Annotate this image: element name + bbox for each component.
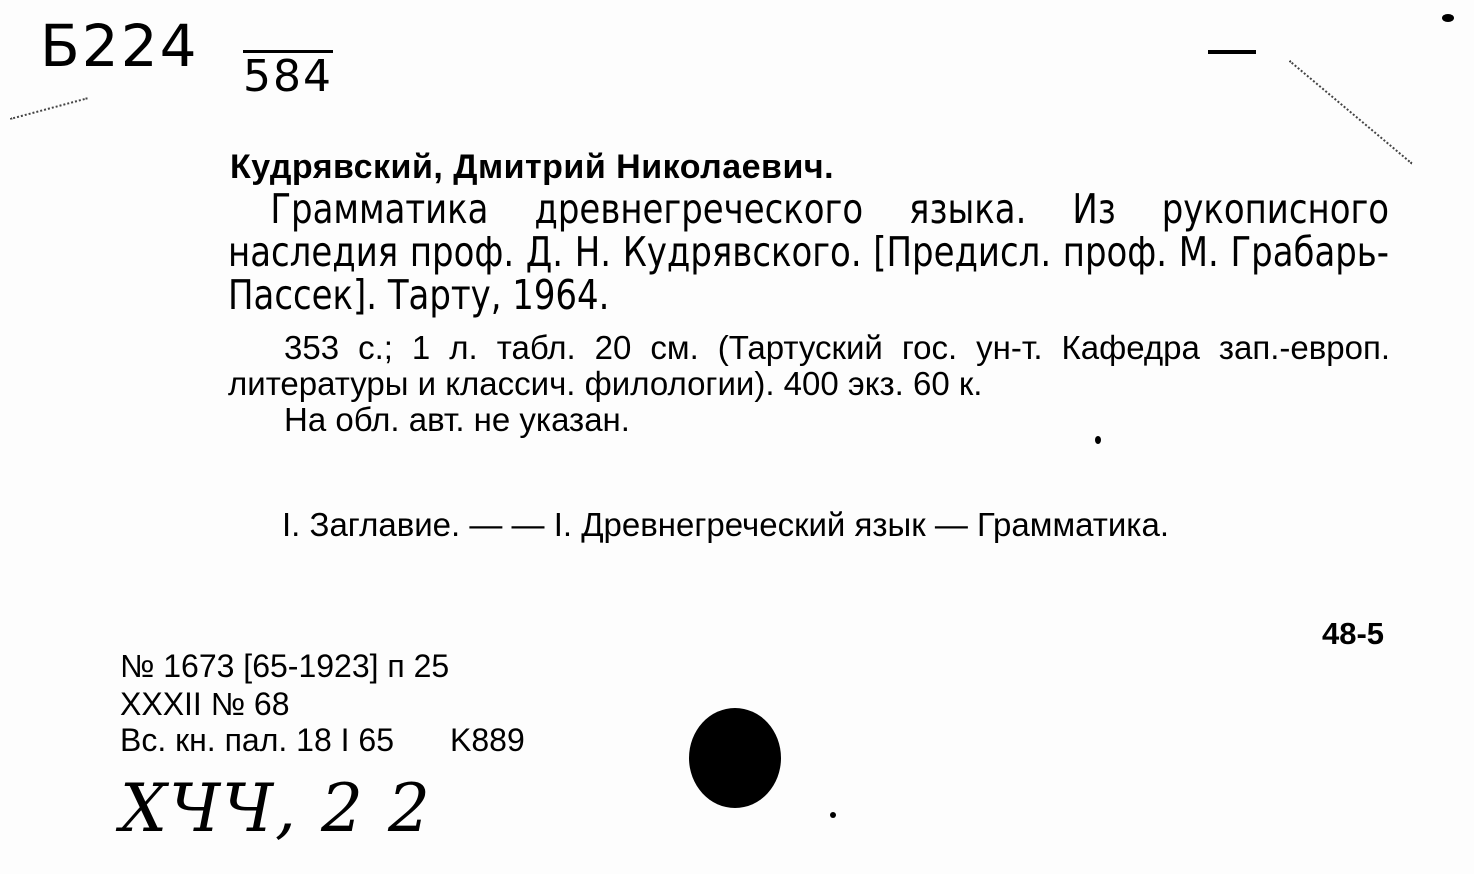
author-heading: Кудрявский, Дмитрий Николаевич.	[230, 148, 835, 186]
subject-headings: I. Заглавие. — — I. Древнегреческий язык — Грамматика.	[282, 506, 1169, 543]
description-block	[228, 330, 1390, 438]
ink-speck	[1442, 14, 1454, 22]
registry-line-1: № 1673 [65-1923] п 25	[120, 648, 450, 684]
punch-hole	[689, 708, 781, 808]
title-block	[228, 185, 1390, 319]
ink-speck	[1095, 436, 1101, 444]
scan-noise-line	[10, 97, 88, 120]
classification-code: 48-5	[1322, 616, 1385, 651]
registry-line-3a: Вс. кн. пал. 18 I 65	[120, 722, 395, 758]
shelfmark-sub: 584	[243, 51, 333, 102]
handwritten-code: ХЧЧ, 2 2	[120, 770, 432, 847]
shelfmark-main: Б224	[40, 12, 199, 80]
title-text: Грамматика древнегреческого языка. Из рукописного наследия проф. Д. Н. Кудрявского. [Предисл. проф. М. Грабарь-Пассек]. Тарту, 1964.	[228, 185, 1390, 319]
registry-line-3	[120, 722, 525, 758]
ink-speck	[830, 812, 836, 818]
top-dash-mark	[1208, 50, 1256, 54]
description-line1: 353 с.; 1 л. табл. 20 см. (Тартуский гос. ун-т. Кафедра зап.-европ. литературы и классич. филологии). 400 экз. 60 к.	[228, 329, 1390, 402]
registry-line-3b: K889	[450, 722, 525, 758]
description-line2: На обл. авт. не указан.	[284, 401, 630, 438]
registry-line-2: XXXII № 68	[120, 686, 290, 722]
scan-noise-line	[1289, 60, 1413, 164]
